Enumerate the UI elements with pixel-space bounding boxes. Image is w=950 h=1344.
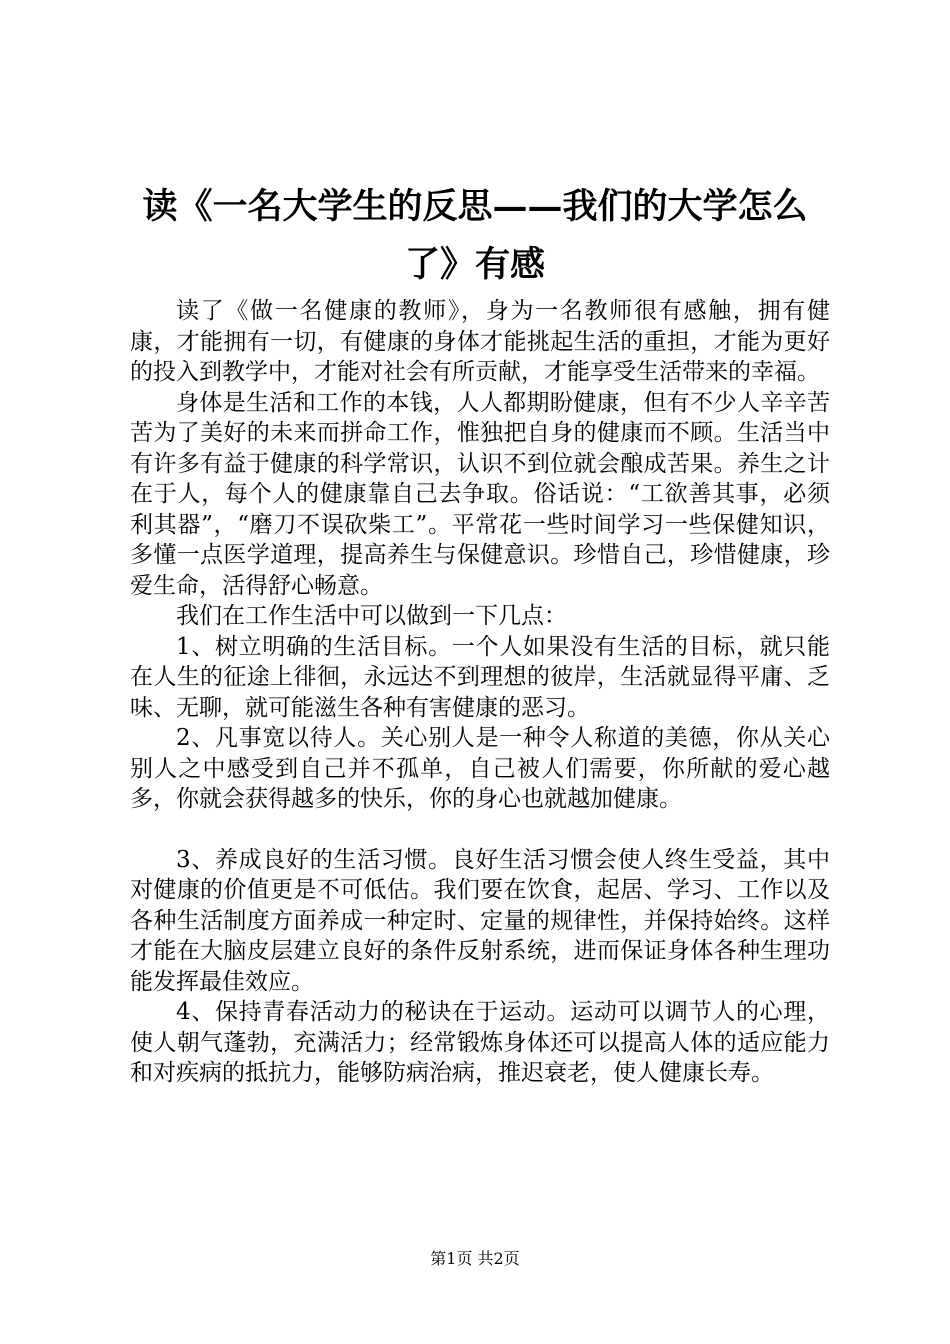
paragraph: 4、保持青春活动力的秘诀在于运动。运动可以调节人的心理，使人朝气蓬勃，充满活力；经常锻炼身体还可以提高人体的适应能力和对疾病的抵抗力，能够防病治病，推迟衰老，使人健康长寿。 xyxy=(130,999,830,1086)
document-body xyxy=(130,296,830,1089)
page-number-footer: 第1页 共2页 xyxy=(430,1249,520,1268)
paragraph: 1、树立明确的生活目标。一个人如果没有生活的目标，就只能在人生的征途上徘徊，永远达不到理想的彼岸，生活就显得平庸、乏味、无聊，就可能滋生各种有害健康的恶习。 xyxy=(130,633,830,721)
paragraph: 读了《做一名健康的教师》，身为一名教师很有感触，拥有健康，才能拥有一切，有健康的身体才能挑起生活的重担，才能为更好的投入到教学中，才能对社会有所贡献，才能享受生活带来的幸福。 xyxy=(130,298,830,385)
paragraph: 2、凡事宽以待人。关心别人是一种令人称道的美德，你从关心别人之中感受到自己并不孤单，自己被人们需要，你所献的爱心越多，你就会获得越多的快乐，你的身心也就越加健康。 xyxy=(130,725,830,812)
document-title: 读《一名大学生的反思——我们的大学怎么了》有感 xyxy=(142,186,808,285)
paragraph: 3、养成良好的生活习惯。良好生活习惯会使人终生受益，其中对健康的价值更是不可低估。我们要在饮食，起居、学习、工作以及各种生活制度方面养成一种定时、定量的规律性，并保持始终。这样才能在大脑皮层建立良好的条件反射系统，进而保证身体各种生理功能发挥最佳效应。 xyxy=(130,846,830,995)
paragraph: 我们在工作生活中可以做到一下几点： xyxy=(176,603,567,629)
paragraph: 身体是生活和工作的本钱，人人都期盼健康，但有不少人辛辛苦苦为了美好的未来而拼命工作，惟独把自身的健康而不顾。生活当中有许多有益于健康的科学常识，认识不到位就会酿成苦果。养生之计在于人，每个人的健康靠自己去争取。俗话说：“工欲善其事，必须利其器”，“磨刀不误砍柴工”。平常花一些时间学习一些保健知识，多懂一点医学道理，提高养生与保健意识。珍惜自己，珍惜健康，珍爱生命，活得舒心畅意。 xyxy=(130,389,830,599)
